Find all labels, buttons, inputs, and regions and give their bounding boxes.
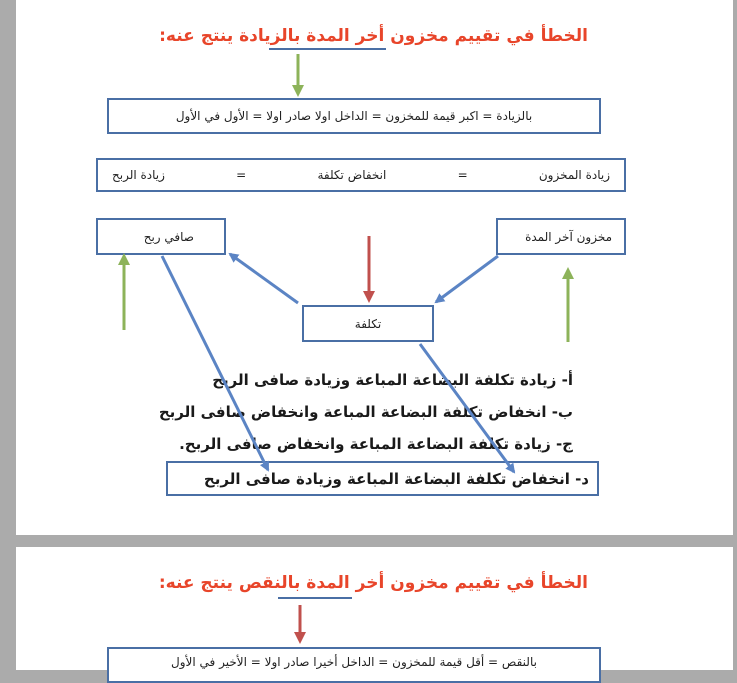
choice-b: ب- انخفاض تكلفة البضاعة المباعة وانخفاض صافى الربح [158,403,573,421]
page1-arrows [16,0,733,535]
equation-equals-2: = [236,168,247,182]
cost-label: تكلفة [354,316,382,331]
definition-text: بالزيادة = اكبر قيمة للمخزون = الداخل اولا صادر اولا = الأول في الأول [175,109,533,123]
equation-equals-1: = [457,168,468,182]
document-page-1 [16,0,733,535]
blue-arrow-cost-to-profit-icon [230,254,298,303]
ending-inventory-label: مخزون آخر المدة [525,229,612,244]
page1-title: الخطأ في تقييم مخزون أخر المدة بالزيادة ينتج عنه: [159,26,588,46]
page2-title: الخطأ في تقييم مخزون أخر المدة بالنقص ينتج عنه: [158,573,588,593]
choice-c: ج- زيادة تكلفة البضاعة المباعة وانخفاض صافى الربح. [179,435,573,453]
equation-term-profit-increase: زيادة الربح [112,168,165,182]
blue-arrow-inventory-to-cost-icon [436,256,498,302]
equation-term-cost-decrease: انخفاض تكلفة [317,168,387,182]
blue-arrow-cost-to-answer-icon [420,344,514,472]
page2-arrows [16,547,733,670]
document-page-2 [16,547,733,670]
choice-a: أ- زيادة تكلفة البضاعة المباعة وزيادة صافى الربح [212,371,573,389]
blue-arrow-profit-to-answer-icon [162,256,268,470]
choice-d: د- انخفاض تكلفة البضاعة المباعة وزيادة صافى الربح [203,469,589,488]
equation-term-inventory-increase: زيادة المخزون [538,168,610,182]
net-profit-label: صافي ربح [143,229,194,244]
page2-definition-text: بالنقص = أقل قيمة للمخزون = الداخل أخيرا صادر اولا = الأخير في الأول [171,655,537,669]
